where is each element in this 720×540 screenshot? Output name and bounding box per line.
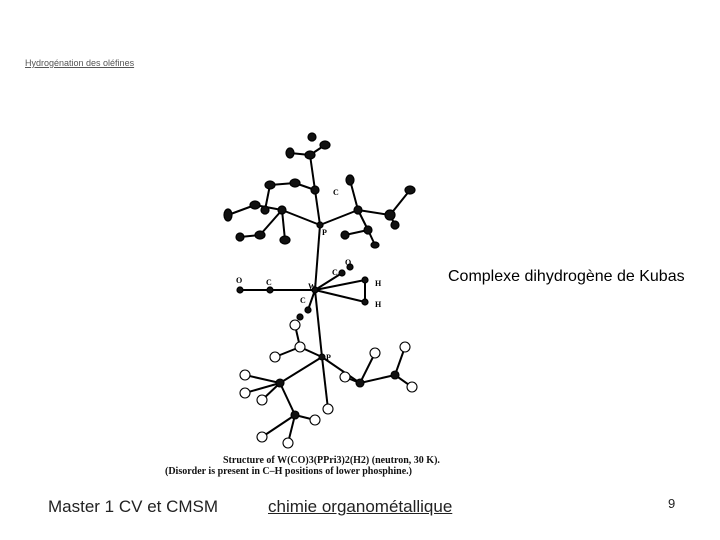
molecular-structure-diagram	[200, 125, 440, 455]
atoms-lower	[240, 320, 417, 448]
atom-label-p-top: P	[322, 228, 327, 237]
atom-label-h2: H	[375, 300, 382, 309]
atom-label-h1: H	[375, 279, 382, 288]
footer-course-name: Master 1 CV et CMSM	[48, 497, 219, 516]
atom-label-c4: C	[333, 188, 339, 197]
atom-label-w: W	[308, 282, 316, 291]
figure-caption-line2: (Disorder is present in C–H positions of lower phosphine.)	[165, 466, 412, 477]
bonds	[228, 145, 412, 443]
slide-caption: Complexe dihydrogène de Kubas	[448, 268, 685, 285]
atom-label-c1: C	[266, 278, 272, 287]
footer-topic-link[interactable]: chimie organométallique	[268, 497, 453, 516]
page-number: 9	[668, 496, 676, 511]
atom-label-o1: O	[236, 276, 243, 285]
figure-caption-line1: Structure of W(CO)3(PPri3)2(H2) (neutron, 30 K).	[223, 455, 440, 466]
atom-label-p-bottom: P	[326, 353, 331, 362]
atom-label-c2: C	[332, 268, 338, 277]
atoms-metal-carbonyl	[237, 264, 368, 320]
atom-label-c3: C	[300, 296, 306, 305]
figure-caption	[165, 455, 440, 477]
slide-header-title: Hydrogénation des oléfines	[25, 58, 135, 68]
atom-label-o2: O	[345, 258, 352, 267]
